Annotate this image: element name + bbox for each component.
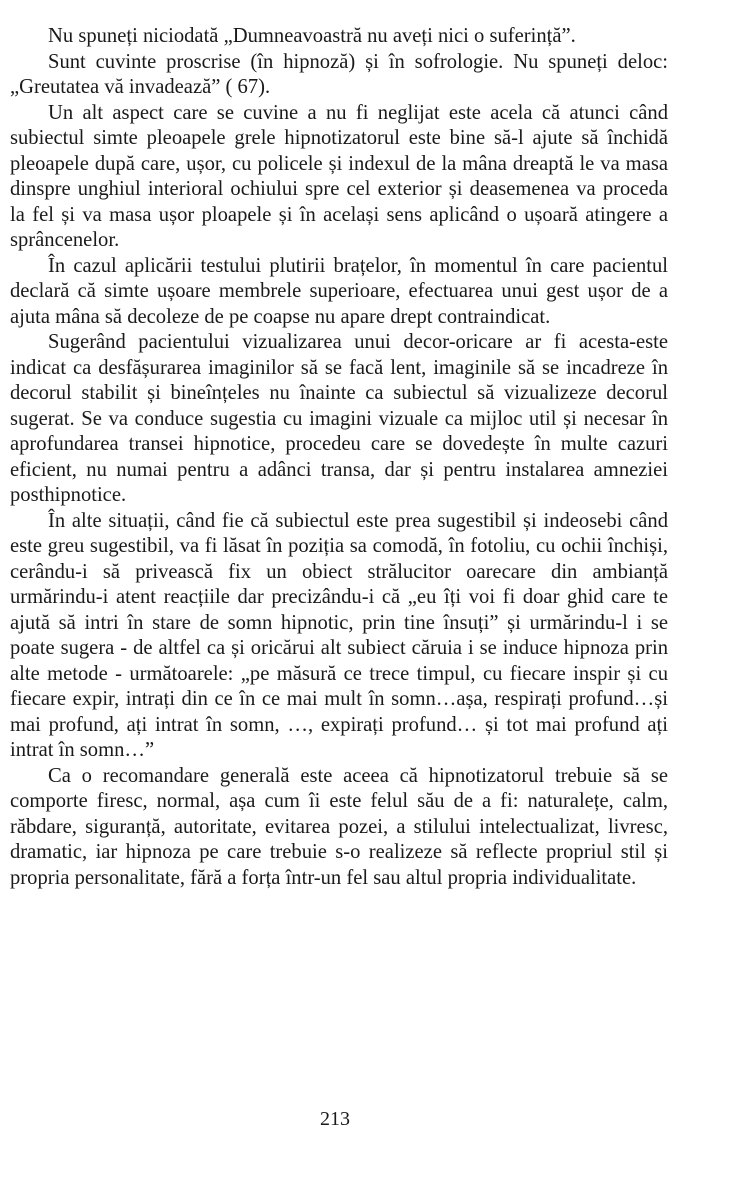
page-number: 213 <box>320 1108 350 1130</box>
paragraph-1: Nu spuneți niciodată „Dumneavoastră nu aveți nici o suferință”. <box>48 25 576 47</box>
paragraph-3: Un alt aspect care se cuvine a nu fi neglijat este acela că atunci când subiectul simte pleoapele grele hipnotizatorul este bine să-l ajute să închidă pleoapele după care, ușor, cu policele și indexul de la mâna dreaptă le va masa dinspre unghiul interioral ochiului spre cel exterior și deasemenea va proceda la fel și va masa ușor ploapele și în același sens aplicând o ușoară atingere a sprâncenelor. <box>10 101 668 251</box>
paragraph-4: În cazul aplicării testului plutirii brațelor, în momentul în care pacientul declară că simte ușoare membrele superioare, efectuarea unui gest ușor de a ajuta mâna să decoleze de pe coapse nu apare drept contraindicat. <box>10 254 668 328</box>
paragraph-2: Sunt cuvinte proscrise (în hipnoză) și în sofrologie. Nu spuneți deloc: „Greutatea vă invadează” ( 67). <box>10 50 668 98</box>
paragraph-5: Sugerând pacientului vizualizarea unui decor-oricare ar fi acesta-este indicat ca desfășurarea imaginilor să se facă lent, imaginile să se incadreze în decorul stabilit și bineînțeles nu înainte ca subiectul să vizualizeze decorul sugerat. Se va conduce sugestia cu imagini vizuale ca mijloc util și necesar în aprofundarea transei hipnotice, procedeu care se dovedește în multe cazuri eficient, nu numai pentru a adânci transa, dar și pentru instalarea amneziei posthipnotice. <box>10 331 668 506</box>
paragraph-7: Ca o recomandare generală este aceea că hipnotizatorul trebuie să se comporte firesc, normal, așa cum îi este felul său de a fi: naturalețe, calm, răbdare, siguranță, autoritate, evitarea pozei, a stilului intelectualizat, livresc, dramatic, iar hipnoza pe care trebuie s-o realizeze să reflecte propriul stil și propria personalitate, fără a forța într-un fel sau altul propria individualitate. <box>10 764 668 889</box>
paragraph-6: În alte situații, când fie că subiectul este prea sugestibil și indeosebi când este greu sugestibil, va fi lăsat în poziția sa comodă, în fotoliu, cu ochii închiși, cerându-i să privească fix un obiect strălucitor oarecare din ambianță urmărindu-i atent reacțiile dar precizându-i că „eu îți voi fi doar ghid care te ajută să intri în stare de somn hipnotic, prin tine însuți” și urmărindu-l i se poate sugera - de altfel ca și oricărui alt subiect căruia i se induce hipnoza prin alte metode - următoarele: „pe măsură ce trece timpul, cu fiecare inspir și cu fiecare expir, intrați din ce în ce mai mult în somn…așa, respirați profund…și mai profund, ați intrat în somn, …, expirați profund… și tot mai profund ați intrat în somn…” <box>10 509 668 761</box>
document-page <box>10 24 668 891</box>
